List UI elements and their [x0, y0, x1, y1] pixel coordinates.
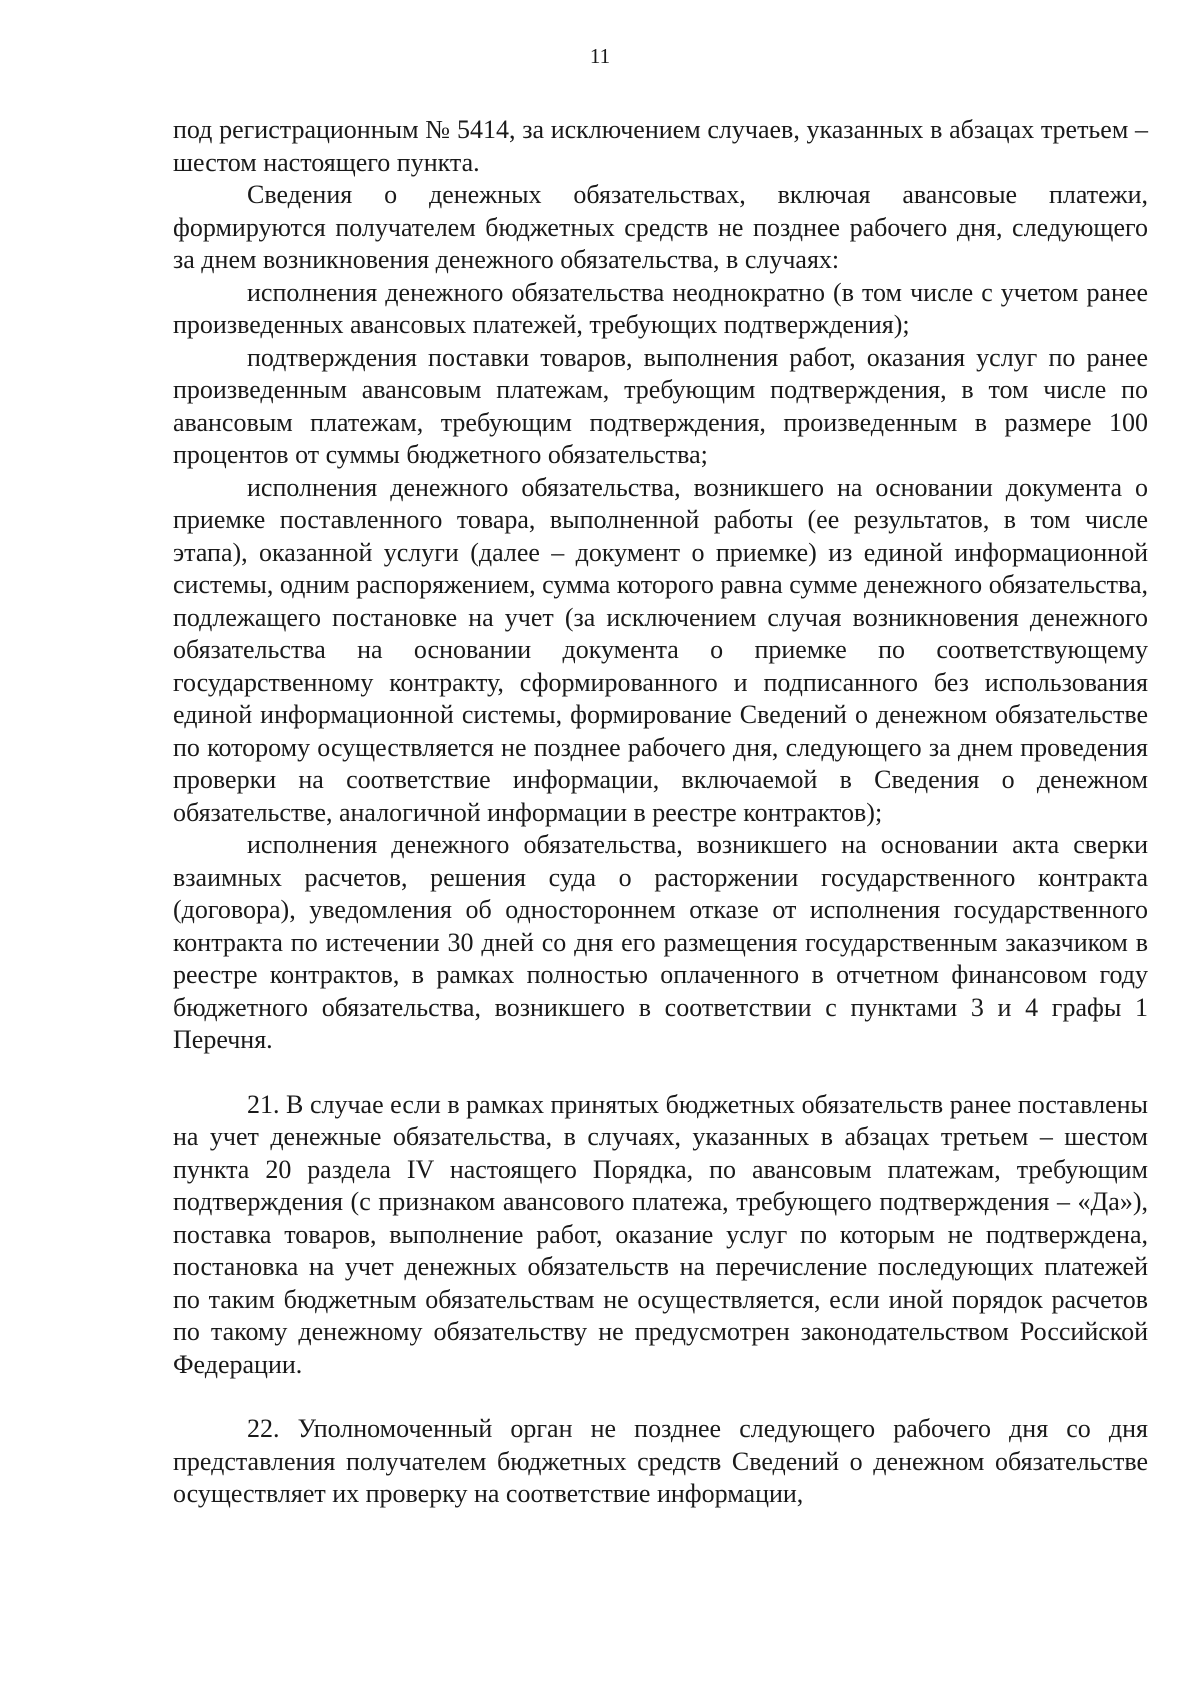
- paragraph-item-22: 22. Уполномоченный орган не позднее следующего рабочего дня со дня представления получателем бюджетных средств Сведений о денежном обязательстве осуществляет их проверку на соответствие информации,: [173, 1414, 1148, 1508]
- paragraph-case-delivery-confirmation: подтверждения поставки товаров, выполнения работ, оказания услуг по ранее произведенным авансовым платежам, требующим подтверждения, в том числе по авансовым платежам, требующим подтверждения, произведенным в размере 100 процентов от суммы бюджетного обязательства;: [173, 342, 1148, 469]
- paragraph-case-reconciliation-act: исполнения денежного обязательства, возникшего на основании акта сверки взаимных расчетов, решения суда о расторжении государственного контракта (договора), уведомления об одностороннем отказе от исполнения государственного контракта по истечении 30 дней со дня его размещения государственным заказчиком в реестре контрактов, в рамках полностью оплаченного в отчетном финансовом году бюджетного обязательства, возникшего в соответствии с пунктами 3 и 4 графы 1 Перечня.: [173, 830, 1148, 1054]
- document-body: [173, 114, 1148, 1511]
- paragraph-item-21: 21. В случае если в рамках принятых бюджетных обязательств ранее поставлены на учет денежные обязательства, в случаях, указанных в абзацах третьем – шестом пункта 20 раздела IV настоящего Порядка, по авансовым платежам, требующим подтверждения (с признаком авансового платежа, требующего подтверждения – «Да»), поставка товаров, выполнение работ, оказание услуг по которым не подтверждена, постановка на учет денежных обязательств на перечисление последующих платежей по таким бюджетным обязательствам не осуществляется, если иной порядок расчетов по такому денежному обязательству не предусмотрен законодательством Российской Федерации.: [173, 1089, 1148, 1379]
- paragraph-continuation: под регистрационным № 5414, за исключением случаев, указанных в абзацах третьем – шестом настоящего пункта.: [173, 115, 1148, 177]
- paragraph-case-acceptance-document: исполнения денежного обязательства, возникшего на основании документа о приемке поставленного товара, выполненной работы (ее результатов, в том числе этапа), оказанной услуги (далее – документ о приемке) из единой информационной системы, одним распоряжением, сумма которого равна сумме денежного обязательства, подлежащего постановке на учет (за исключением случая возникновения денежного обязательства на основании документа о приемке по соответствующему государственному контракту, сформированного и подписанного без использования единой информационной системы, формирование Сведений о денежном обязательстве по которому осуществляется не позднее рабочего дня, следующего за днем проведения проверки на соответствие информации, включаемой в Сведения о денежном обязательстве, аналогичной информации в реестре контрактов);: [173, 472, 1148, 827]
- page-number: 11: [589, 44, 611, 68]
- paragraph-case-repeated-execution: исполнения денежного обязательства неоднократно (в том числе с учетом ранее произведенных авансовых платежей, требующих подтверждения);: [173, 277, 1148, 339]
- paragraph-monetary-obligations-info: Сведения о денежных обязательствах, включая авансовые платежи, формируются получателем бюджетных средств не позднее рабочего дня, следующего за днем возникновения денежного обязательства, в случаях:: [173, 180, 1148, 274]
